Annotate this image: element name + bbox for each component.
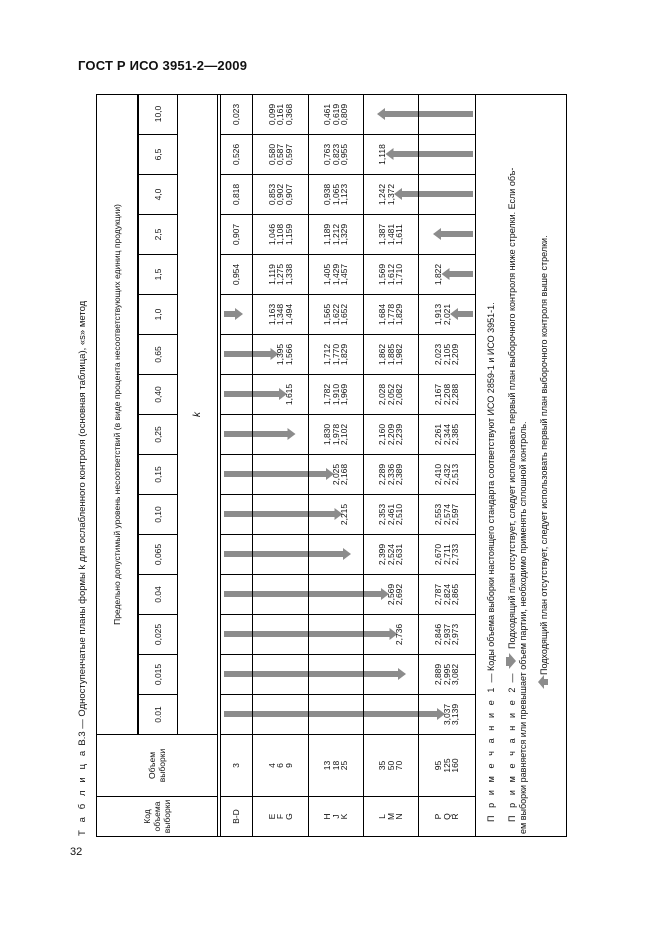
cell-value: R	[450, 813, 461, 820]
k-value-cell	[364, 95, 419, 134]
k-value-cell	[221, 174, 253, 214]
cell-value: 1,910	[330, 383, 341, 406]
k-value-cell	[253, 95, 309, 134]
k-value-cell	[364, 574, 419, 614]
cell-value: H	[322, 813, 333, 820]
cell-value: 1,710	[394, 263, 405, 286]
aql-header-cell: 0,15	[138, 454, 178, 494]
sample-size-cell	[221, 734, 253, 796]
cell-value: 1,348	[275, 303, 286, 326]
cell-value: 1,212	[330, 223, 341, 246]
k-value-cell	[364, 134, 419, 174]
cell-value: 18	[330, 760, 341, 771]
cell-value: 1,978	[330, 423, 341, 446]
cell-value: 2,410	[433, 463, 444, 486]
cell-value: 3,082	[450, 663, 461, 686]
cell-value: 2,021	[441, 303, 452, 326]
cell-value: 2,597	[450, 503, 461, 526]
cell-value: 0,368	[283, 103, 294, 126]
cell-value: 0,161	[275, 103, 286, 126]
cell-value: 1,395	[275, 343, 286, 366]
cell-value: 2,513	[450, 463, 461, 486]
k-value-cell	[364, 654, 419, 694]
cell-value: 0,526	[231, 143, 242, 166]
cell-value: 50	[385, 760, 396, 771]
cell-value: 1,329	[339, 223, 350, 246]
k-value-cell	[253, 414, 309, 454]
k-value-cell	[221, 534, 253, 574]
k-value-cell	[309, 174, 364, 214]
cell-value: 2,167	[433, 383, 444, 406]
header-k: k	[191, 412, 203, 417]
cell-value: 1,712	[322, 343, 333, 366]
cell-value: 1,569	[377, 263, 388, 286]
k-value-cell	[253, 494, 309, 534]
cell-value: 1,822	[433, 263, 444, 286]
cell-value: 2,399	[377, 543, 388, 566]
cell-value: 4	[266, 763, 277, 768]
cell-value: 1,830	[322, 423, 333, 446]
cell-value: 0,597	[283, 143, 294, 166]
k-value-cell	[221, 574, 253, 614]
k-value-cell	[253, 334, 309, 374]
cell-value: 0,619	[330, 103, 341, 126]
cell-value: 2,824	[441, 583, 452, 606]
cell-value: 1,118	[377, 144, 388, 165]
cell-value: 2,385	[450, 423, 461, 446]
k-value-cell	[221, 374, 253, 414]
cell-value: 2,733	[450, 543, 461, 566]
k-value-cell	[419, 574, 476, 614]
sample-code-cell	[364, 796, 419, 836]
cell-value: J	[330, 814, 341, 819]
sample-code-cell	[419, 796, 476, 836]
cell-value: 2,102	[339, 423, 350, 446]
cell-value: 2,461	[385, 503, 396, 526]
aql-header-cell: 0,40	[138, 374, 178, 414]
cell-value: P	[433, 813, 444, 820]
cell-value: 25	[339, 760, 350, 771]
cell-value: L	[377, 814, 388, 819]
cell-value: 0,763	[322, 143, 333, 166]
aql-header-cell: 6,5	[138, 134, 178, 174]
k-value-cell	[221, 614, 253, 654]
cell-value: 0,907	[231, 223, 242, 246]
header-sample-code: Код объема выборки	[97, 796, 217, 836]
cell-value: 2,787	[433, 583, 444, 606]
sample-size-cell	[364, 734, 419, 796]
k-value-cell	[221, 654, 253, 694]
cell-value: 2,052	[385, 383, 396, 406]
cell-value: 2,389	[394, 463, 405, 486]
sample-code-cell	[221, 796, 253, 836]
cell-value: G	[283, 813, 294, 820]
k-value-cell	[419, 534, 476, 574]
k-value-cell	[419, 294, 476, 334]
cell-value: B-D	[231, 809, 242, 824]
k-value-cell	[221, 694, 253, 734]
cell-value: K	[339, 813, 350, 820]
table-title-label: Т а б л и ц а	[77, 748, 88, 836]
cell-value: 2,736	[394, 623, 405, 646]
k-value-cell	[221, 95, 253, 134]
cell-value: 160	[450, 758, 461, 773]
k-value-cell	[221, 454, 253, 494]
k-value-cell	[419, 95, 476, 134]
cell-value: 2,028	[377, 383, 388, 406]
k-value-cell	[364, 174, 419, 214]
k-value-cell	[253, 534, 309, 574]
cell-value: N	[394, 813, 405, 820]
cell-value: 0,818	[231, 183, 242, 206]
cell-value: 1,372	[385, 183, 396, 206]
k-value-cell	[253, 134, 309, 174]
k-value-cell	[253, 574, 309, 614]
k-value-cell	[364, 294, 419, 334]
cell-value: 2,288	[450, 383, 461, 406]
k-value-cell	[364, 374, 419, 414]
cell-value: 1,969	[339, 383, 350, 406]
cell-value: 1,242	[377, 183, 388, 206]
cell-value: 1,622	[330, 303, 341, 326]
k-value-cell	[419, 334, 476, 374]
note-1-label: П р и м е ч а н и е 1	[486, 684, 496, 822]
k-value-cell	[309, 214, 364, 254]
k-value-cell	[309, 95, 364, 134]
cell-value: 1,387	[377, 223, 388, 246]
cell-value: 0,587	[275, 143, 286, 166]
cell-value: 2,510	[394, 503, 405, 526]
k-value-cell	[309, 254, 364, 294]
aql-header-cell: 1,0	[138, 294, 178, 334]
cell-value: 0,809	[339, 103, 350, 126]
cell-value: 1,189	[322, 223, 333, 246]
k-value-cell	[309, 574, 364, 614]
k-value-cell	[221, 254, 253, 294]
note-2-dash: —	[507, 670, 517, 685]
cell-value: 1,108	[275, 223, 286, 246]
cell-value: 2,344	[441, 423, 452, 446]
cell-value: 9	[283, 763, 294, 768]
k-value-cell	[253, 214, 309, 254]
cell-value: 2,973	[450, 623, 461, 646]
cell-value: Q	[441, 813, 452, 820]
k-value-cell	[419, 414, 476, 454]
k-value-cell	[364, 494, 419, 534]
cell-value: 2,239	[394, 423, 405, 446]
cell-value: 35	[377, 760, 388, 771]
note-2-continuation: ем выборки равняется или превышает объем партии, необходимо применять сплошной контроль.	[518, 421, 528, 834]
k-value-cell	[364, 254, 419, 294]
sample-size-cell	[253, 734, 309, 796]
cell-value: 1,338	[283, 263, 294, 286]
k-value-cell	[309, 294, 364, 334]
k-value-cell	[419, 374, 476, 414]
aql-header-cell: 10,0	[138, 94, 178, 134]
cell-value: 2,160	[377, 423, 388, 446]
aql-header-cell: 0,025	[138, 614, 178, 654]
k-value-cell	[309, 614, 364, 654]
k-value-cell	[253, 374, 309, 414]
k-value-cell	[309, 454, 364, 494]
cell-value: M	[385, 812, 396, 821]
cell-value: 0,853	[266, 183, 277, 206]
arrow-up-icon	[538, 675, 548, 689]
k-value-cell	[364, 214, 419, 254]
sample-code-cell	[253, 796, 309, 836]
note-up-text: Подходящий план отсутствует, следует использовать первый план выборочного контроля выше стрелки.	[539, 235, 549, 675]
note-2-label: П р и м е ч а н и е 2	[507, 684, 517, 822]
cell-value: 2,631	[394, 543, 405, 566]
table-title	[77, 93, 88, 836]
k-value-cell	[309, 334, 364, 374]
cell-value: 2,846	[433, 623, 444, 646]
cell-value: 2,937	[441, 623, 452, 646]
k-value-cell	[221, 134, 253, 174]
cell-value: 3,139	[450, 703, 461, 726]
cell-value: 2,289	[377, 463, 388, 486]
sampling-plan-table	[77, 94, 567, 837]
k-value-cell	[221, 334, 253, 374]
arrow-down-icon	[506, 649, 516, 671]
cell-value: 1,829	[394, 303, 405, 326]
k-value-cell	[364, 454, 419, 494]
cell-value: 1,829	[339, 343, 350, 366]
sample-size-cell	[419, 734, 476, 796]
k-value-cell	[221, 214, 253, 254]
k-value-cell	[309, 494, 364, 534]
k-value-cell	[221, 414, 253, 454]
k-value-cell	[364, 534, 419, 574]
cell-value: 2,995	[441, 663, 452, 686]
k-value-cell	[309, 414, 364, 454]
cell-value: 3	[231, 763, 242, 768]
cell-value: 1,065	[330, 183, 341, 206]
cell-value: 1,494	[283, 303, 294, 326]
cell-value: 2,524	[385, 543, 396, 566]
cell-value: 1,684	[377, 303, 388, 326]
k-value-cell	[309, 374, 364, 414]
k-value-cell	[253, 694, 309, 734]
cell-value: 0,902	[275, 183, 286, 206]
k-value-cell	[419, 454, 476, 494]
k-value-cell	[253, 614, 309, 654]
cell-value: 2,711	[441, 544, 452, 565]
aql-header-cell: 0,065	[138, 534, 178, 574]
aql-header-cell: 0,015	[138, 654, 178, 694]
cell-value: 1,565	[322, 303, 333, 326]
cell-value: 3,037	[441, 703, 452, 726]
k-value-cell	[419, 614, 476, 654]
cell-value: 2,261	[433, 423, 444, 446]
k-value-cell	[419, 494, 476, 534]
cell-value: 2,215	[339, 503, 350, 526]
cell-value: 1,862	[377, 343, 388, 366]
k-value-cell	[364, 694, 419, 734]
cell-value: 2,105	[441, 343, 452, 366]
cell-value: 2,168	[339, 463, 350, 486]
cell-value: 1,778	[385, 303, 396, 326]
cell-value: 0,907	[283, 183, 294, 206]
page-number: 32	[70, 846, 83, 858]
k-value-cell	[253, 654, 309, 694]
cell-value: 1,913	[433, 303, 444, 326]
k-value-cell	[364, 614, 419, 654]
cell-value: 2,336	[385, 463, 396, 486]
cell-value: 1,615	[283, 383, 294, 406]
k-value-cell	[419, 134, 476, 174]
cell-value: 1,159	[283, 223, 294, 246]
note-up-arrow	[538, 235, 550, 689]
k-value-cell	[364, 414, 419, 454]
aql-header-cell: 0,10	[138, 494, 178, 534]
k-value-cell	[309, 654, 364, 694]
aql-header-cell: 0.04	[138, 574, 178, 614]
cell-value: 1,982	[394, 343, 405, 366]
cell-value: 1,119	[266, 264, 277, 285]
k-value-cell	[419, 654, 476, 694]
k-value-cell	[253, 254, 309, 294]
aql-header-cell: 1,5	[138, 254, 178, 294]
cell-value: 1,566	[283, 343, 294, 366]
cell-value: 2,692	[394, 583, 405, 606]
aql-header-cell: 4,0	[138, 174, 178, 214]
cell-value: 0,461	[322, 103, 333, 126]
cell-value: 2,209	[450, 343, 461, 366]
aql-header-cell: 0.01	[138, 694, 178, 734]
cell-value: 2,569	[385, 583, 396, 606]
cell-value: 1,885	[385, 343, 396, 366]
aql-header-cell: 2,5	[138, 214, 178, 254]
k-value-cell	[221, 494, 253, 534]
k-value-cell	[364, 334, 419, 374]
table-grid	[97, 93, 568, 836]
k-value-cell	[253, 454, 309, 494]
cell-value: 1,275	[275, 263, 286, 286]
k-value-cell	[309, 534, 364, 574]
cell-value: 2,023	[433, 343, 444, 366]
note-1-text: — Коды объема выборки настоящего стандарта соответствуют ИСО 2859-1 и ИСО 3951-1.	[486, 302, 496, 685]
cell-value: 1,782	[322, 383, 333, 406]
cell-value: 1,429	[330, 263, 341, 286]
cell-value: 2,553	[433, 503, 444, 526]
cell-value: 2,670	[433, 543, 444, 566]
cell-value: 2,574	[441, 503, 452, 526]
cell-value: 0,955	[339, 143, 350, 166]
cell-value: 2,353	[377, 503, 388, 526]
cell-value: 125	[441, 758, 452, 773]
note-2-down-text: Подходящий план отсутствует, следует использовать первый план выборочного контроля ниже стрелки. Если объ-	[507, 167, 517, 649]
k-value-cell	[419, 694, 476, 734]
cell-value: 1,405	[322, 263, 333, 286]
cell-value: 2,208	[441, 383, 452, 406]
cell-value: 2,865	[450, 583, 461, 606]
cell-value: 0,580	[266, 143, 277, 166]
cell-value: 0,823	[330, 143, 341, 166]
cell-value: 1,457	[339, 263, 350, 286]
header-aql-band: Предельно допустимый уровень несоответствий (в виде процента несоответствующих единиц продукции)	[97, 95, 138, 734]
k-value-cell	[419, 254, 476, 294]
k-value-cell	[419, 214, 476, 254]
cell-value: 1,611	[394, 224, 405, 245]
cell-value: 1,770	[330, 343, 341, 366]
sample-size-cell	[309, 734, 364, 796]
note-1	[486, 302, 497, 822]
cell-value: 1,046	[266, 223, 277, 246]
cell-value: 70	[394, 760, 405, 771]
cell-value: 0,023	[231, 103, 242, 126]
cell-value: 2,209	[385, 423, 396, 446]
k-value-cell	[221, 294, 253, 334]
cell-value: E	[266, 813, 277, 820]
cell-value: 1,652	[339, 303, 350, 326]
cell-value: 1,123	[339, 183, 350, 206]
document-header: ГОСТ Р ИСО 3951-2—2009	[78, 58, 248, 73]
table-title-text: В.3 — Одноступенчатые планы формы k для ослабленного контроля (основная таблица), «s» метод	[77, 300, 88, 749]
aql-header-cell: 0,65	[138, 334, 178, 374]
cell-value: 0,938	[322, 183, 333, 206]
cell-value: 2,025	[330, 463, 341, 486]
cell-value: 1,481	[385, 223, 396, 246]
k-value-cell	[253, 174, 309, 214]
k-value-cell	[419, 174, 476, 214]
cell-value: 2,889	[433, 663, 444, 686]
cell-value: 13	[322, 760, 333, 771]
cell-value: 2,432	[441, 463, 452, 486]
cell-value: 1,163	[266, 303, 277, 326]
notes-section	[476, 95, 566, 836]
cell-value: 1,612	[385, 263, 396, 286]
k-value-cell	[309, 134, 364, 174]
cell-value: F	[275, 813, 286, 820]
cell-value: 0,099	[266, 103, 277, 126]
note-2	[506, 168, 518, 822]
sample-code-cell	[309, 796, 364, 836]
k-value-cell	[253, 294, 309, 334]
header-sample-size: Объем выборки	[97, 734, 217, 796]
cell-value: 2,082	[394, 383, 405, 406]
cell-value: 0,954	[231, 263, 242, 286]
k-value-cell	[309, 694, 364, 734]
cell-value: 95	[433, 760, 444, 771]
aql-header-cell: 0,25	[138, 414, 178, 454]
cell-value: 6	[275, 763, 286, 768]
